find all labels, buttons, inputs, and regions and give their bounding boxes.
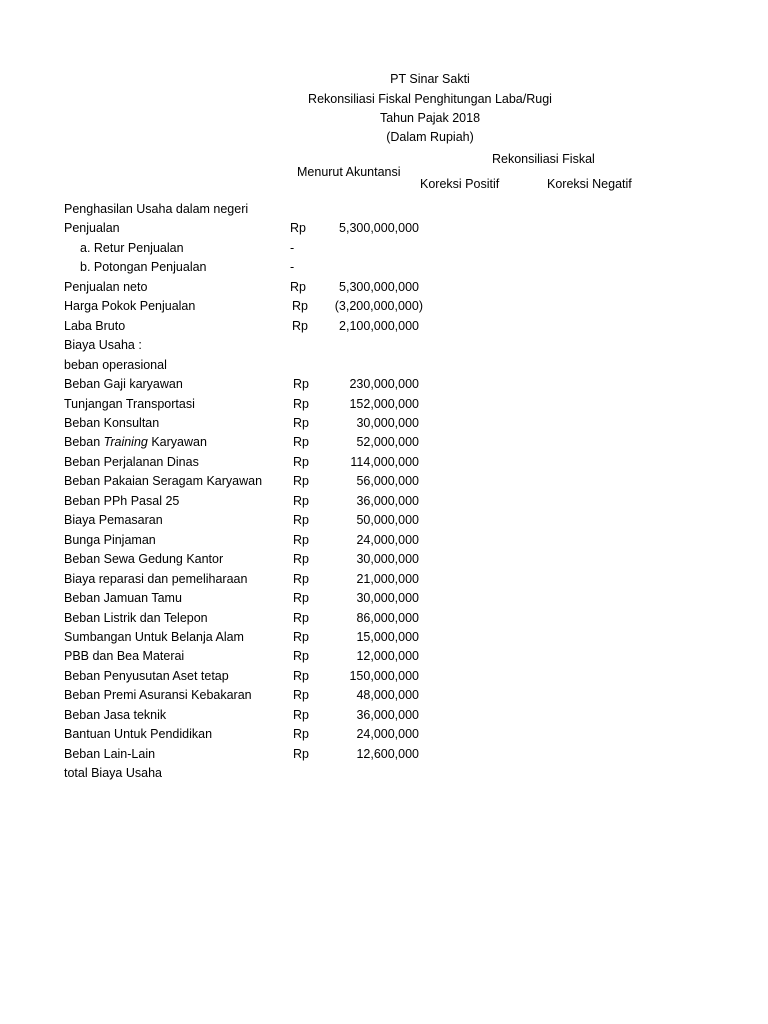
table-row	[64, 241, 664, 260]
accounting-amount: 30,000,000	[356, 415, 419, 430]
table-row	[64, 513, 664, 532]
row-label: Beban PPh Pasal 25	[64, 493, 180, 508]
table-row	[64, 611, 664, 630]
table-row	[64, 494, 664, 513]
row-label	[64, 435, 207, 449]
row-label: Biaya reparasi dan pemeliharaan	[64, 571, 248, 586]
table-row	[64, 630, 664, 649]
currency-label: Rp	[293, 493, 309, 508]
row-label-emphasis: Training	[103, 435, 148, 450]
table-row	[64, 552, 664, 571]
row-label: total Biaya Usaha	[64, 766, 162, 780]
currency-label: Rp	[293, 688, 309, 703]
currency-label: Rp	[293, 513, 309, 528]
row-label: Penghasilan Usaha dalam negeri	[64, 202, 249, 216]
table-row	[64, 669, 664, 688]
accounting-amount: 36,000,000	[356, 493, 419, 508]
row-label: Beban Jasa teknik	[64, 707, 167, 722]
table-row	[64, 572, 664, 591]
row-label: Biaya Pemasaran	[64, 513, 163, 528]
accounting-amount: 21,000,000	[356, 571, 419, 586]
table-row	[64, 299, 664, 318]
row-label-suffix: Karyawan	[147, 435, 207, 450]
row-label: Beban Sewa Gedung Kantor	[64, 552, 224, 567]
table-row	[64, 358, 664, 377]
table-row	[64, 319, 664, 338]
report-unit: (Dalam Rupiah)	[386, 130, 474, 144]
currency-label: Rp	[293, 415, 309, 430]
accounting-amount: 24,000,000	[356, 727, 419, 742]
row-label: Beban Listrik dan Telepon	[64, 610, 208, 625]
table-row	[64, 260, 664, 279]
row-label: Tunjangan Transportasi	[64, 396, 195, 411]
currency-label: Rp	[293, 435, 309, 450]
currency-label: Rp	[293, 610, 309, 625]
table-row	[64, 435, 664, 454]
table-row	[64, 416, 664, 435]
accounting-amount: 15,000,000	[356, 629, 419, 644]
row-label: Bantuan Untuk Pendidikan	[64, 727, 213, 742]
currency-label: Rp	[292, 299, 308, 314]
row-label: Penjualan	[64, 221, 120, 236]
table-row	[64, 766, 664, 785]
accounting-amount: 36,000,000	[356, 707, 419, 722]
row-label: Biaya Usaha :	[64, 338, 142, 353]
currency-label: Rp	[293, 396, 309, 411]
row-label: Penjualan neto	[64, 279, 148, 294]
dash-mark: -	[290, 240, 295, 255]
accounting-amount: 56,000,000	[356, 474, 419, 489]
positive-correction-header: Koreksi Positif	[420, 177, 500, 191]
accounting-amount: 114,000,000	[350, 454, 419, 469]
table-row	[64, 377, 664, 396]
accounting-amount: 5,300,000,000	[339, 279, 419, 294]
table-row	[64, 202, 664, 221]
accounting-amount: 152,000,000	[349, 396, 419, 411]
row-label: a. Retur Penjualan	[80, 240, 184, 255]
row-label: Beban Konsultan	[64, 415, 160, 430]
table-row	[64, 397, 664, 416]
fiscal-reconciliation-header: Rekonsiliasi Fiskal	[492, 152, 595, 166]
currency-label: Rp	[292, 318, 308, 333]
table-row	[64, 708, 664, 727]
accounting-amount: 12,000,000	[356, 649, 419, 664]
row-label: Harga Pokok Penjualan	[64, 299, 196, 314]
row-label: Beban Premi Asuransi Kebakaran	[64, 688, 252, 703]
accounting-amount: 5,300,000,000	[339, 221, 419, 236]
accounting-amount: 86,000,000	[356, 610, 419, 625]
company-name: PT Sinar Sakti	[390, 72, 470, 86]
currency-label: Rp	[293, 552, 309, 567]
row-label: PBB dan Bea Materai	[64, 649, 185, 664]
table-row	[64, 533, 664, 552]
currency-label: Rp	[293, 668, 309, 683]
accounting-amount: 150,000,000	[349, 668, 419, 683]
row-label: b. Potongan Penjualan	[80, 260, 207, 275]
currency-label: Rp	[293, 727, 309, 742]
accounting-amount: 12,600,000	[356, 746, 419, 761]
table-row	[64, 280, 664, 299]
accounting-amount: 50,000,000	[356, 513, 419, 528]
row-label-prefix: Beban	[64, 435, 104, 450]
table-row	[64, 455, 664, 474]
row-label: Bunga Pinjaman	[64, 532, 156, 547]
table-row	[64, 338, 664, 357]
row-label: Sumbangan Untuk Belanja Alam	[64, 629, 244, 644]
currency-label: Rp	[290, 221, 306, 236]
row-label: Beban Pakaian Seragam Karyawan	[64, 474, 263, 489]
table-row	[64, 688, 664, 707]
table-row	[64, 221, 664, 240]
currency-label: Rp	[290, 279, 306, 294]
row-label: Beban Penyusutan Aset tetap	[64, 668, 229, 683]
accounting-amount: 230,000,000	[349, 377, 419, 391]
accounting-amount: 52,000,000	[356, 435, 419, 450]
accounting-column-header: Menurut Akuntansi	[297, 165, 401, 179]
report-title: Rekonsiliasi Fiskal Penghitungan Laba/Rugi	[308, 92, 552, 106]
currency-label: Rp	[293, 649, 309, 664]
currency-label: Rp	[293, 474, 309, 489]
accounting-amount: 30,000,000	[356, 591, 419, 605]
currency-label: Rp	[293, 629, 309, 644]
table-row	[64, 591, 664, 610]
row-label: Beban Gaji karyawan	[64, 377, 183, 391]
accounting-amount: 2,100,000,000	[339, 318, 419, 333]
accounting-amount: 30,000,000	[356, 552, 419, 567]
row-label: Beban Lain-Lain	[64, 746, 156, 761]
currency-label: Rp	[293, 707, 309, 722]
dash-mark: -	[290, 260, 295, 275]
currency-label: Rp	[293, 746, 309, 761]
negative-correction-header: Koreksi Negatif	[547, 177, 632, 191]
table-row	[64, 747, 664, 766]
row-label: Beban Jamuan Tamu	[64, 591, 182, 605]
row-label: Beban Perjalanan Dinas	[64, 454, 199, 469]
table-row	[64, 474, 664, 493]
row-label: beban operasional	[64, 357, 167, 372]
report-period: Tahun Pajak 2018	[379, 111, 481, 125]
currency-label: Rp	[293, 591, 309, 605]
currency-label: Rp	[293, 571, 309, 586]
row-label: Laba Bruto	[64, 318, 126, 333]
accounting-amount: 48,000,000	[356, 688, 419, 703]
currency-label: Rp	[293, 454, 309, 469]
table-row	[64, 727, 664, 746]
currency-label: Rp	[293, 532, 309, 547]
accounting-amount: 24,000,000	[356, 532, 419, 547]
accounting-amount: (3,200,000,000)	[334, 299, 423, 314]
currency-label: Rp	[293, 377, 309, 391]
table-row	[64, 649, 664, 668]
